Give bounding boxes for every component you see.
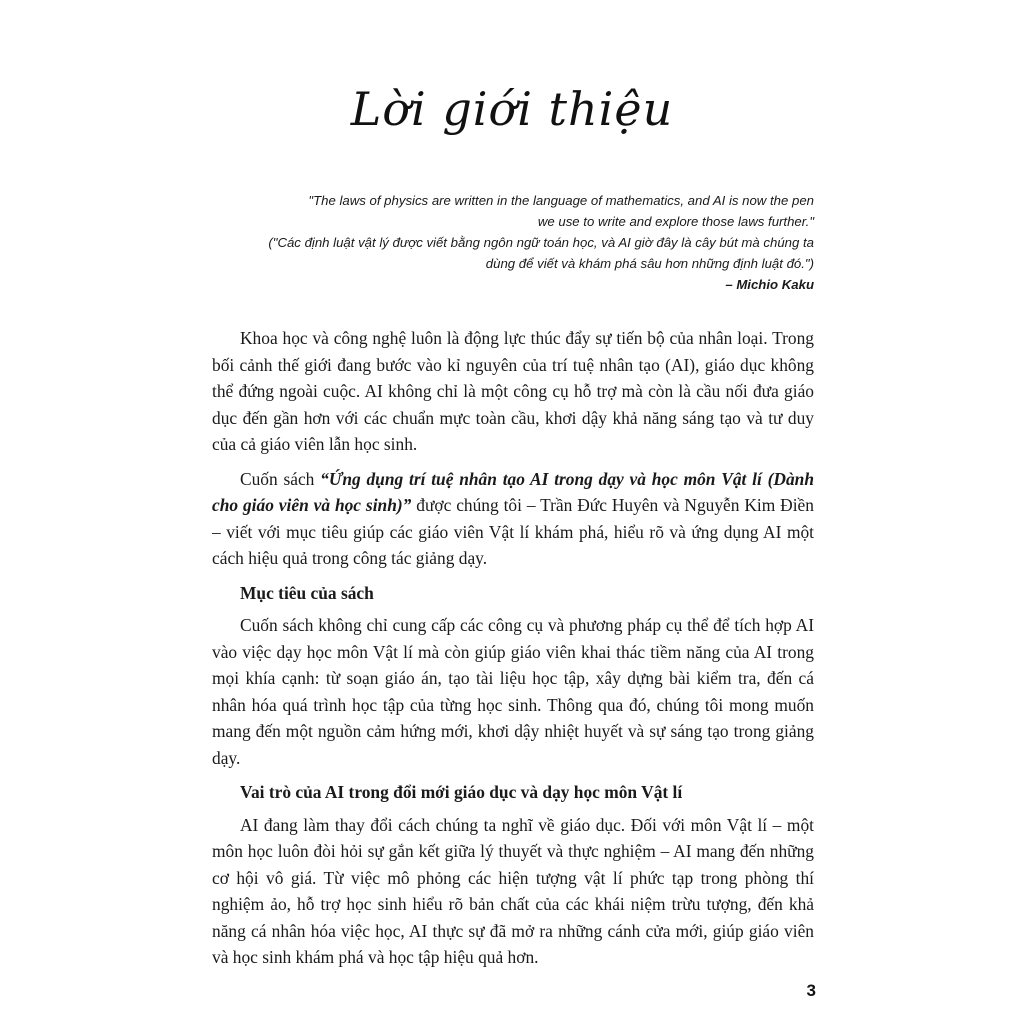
- body-text: [212, 325, 814, 979]
- epigraph: [254, 190, 814, 295]
- heading-role: Vai trò của AI trong đổi mới giáo dục và dạy học môn Vật lí: [240, 782, 683, 802]
- paragraph-goals: Cuốn sách không chỉ cung cấp các công cụ và phương pháp cụ thể để tích hợp AI vào việc dạy học môn Vật lí mà còn giúp giáo viên khai thác tiềm năng của AI trong mọi khía cạnh: từ soạn giáo án, tạo tài liệu học tập, xây dựng bài kiểm tra, đến cá nhân hóa quá trình học tập của từng học sinh. Thông qua đó, chúng tôi mong muốn mang đến một nguồn cảm hứng mới, khơi dậy nhiệt huyết và sự sáng tạo trong giảng dạy.: [212, 615, 814, 768]
- paragraph-intro: Khoa học và công nghệ luôn là động lực thúc đẩy sự tiến bộ của nhân loại. Trong bối cảnh thế giới đang bước vào kỉ nguyên của trí tuệ nhân tạo (AI), giáo dục không thể đứng ngoài cuộc. AI không chỉ là một công cụ hỗ trợ mà còn là cầu nối đưa giáo dục đến gần hơn với các chuẩn mực toàn cầu, khơi dậy khả năng sáng tạo và tư duy của cả giáo viên lẫn học sinh.: [212, 328, 814, 454]
- paragraph-role: AI đang làm thay đổi cách chúng ta nghĩ về giáo dục. Đối với môn Vật lí – một môn học luôn đòi hỏi sự gắn kết giữa lý thuyết và thực nghiệm – AI mang đến những cơ hội vô giá. Từ việc mô phỏng các hiện tượng vật lí phức tạp trong phòng thí nghiệm ảo, hỗ trợ học sinh hiểu rõ bản chất của các khái niệm trừu tượng, đến khả năng cá nhân hóa việc học, AI thực sự đã mở ra những cánh cửa mới, giúp giáo viên và học sinh khám phá và học tập hiệu quả hơn.: [212, 814, 814, 967]
- quote-en-line-1: "The laws of physics are written in the language of mathematics, and AI is now the pen: [308, 193, 814, 208]
- quote-vi-line-1: ("Các định luật vật lý được viết bằng ngôn ngữ toán học, và AI giờ đây là cây bút mà chúng ta: [268, 235, 814, 250]
- book-title: “Ứng dụng trí tuệ nhân tạo AI trong dạy và học môn Vật lí (Dành cho giáo viên và học sinh)”: [212, 468, 814, 515]
- paragraph-book: [212, 466, 814, 572]
- quote-en-line-2: we use to write and explore those laws further.": [537, 214, 814, 229]
- quote-vi-line-2: dùng để viết và khám phá sâu hơn những định luật đó."): [485, 256, 814, 271]
- page-title: Lời giới thiệu: [350, 82, 674, 136]
- book-prefix: Cuốn sách: [240, 468, 321, 489]
- heading-goals: Mục tiêu của sách: [240, 582, 374, 603]
- page-number: 3: [806, 981, 816, 1000]
- book-suffix: được chúng tôi – Trần Đức Huyên và Nguyễn Kim Điền – viết với mục tiêu giúp các giáo viên Vật lí khám phá, hiểu rõ và ứng dụng AI một cách hiệu quả trong công tác giảng dạy.: [212, 495, 814, 568]
- quote-author: – Michio Kaku: [725, 277, 814, 292]
